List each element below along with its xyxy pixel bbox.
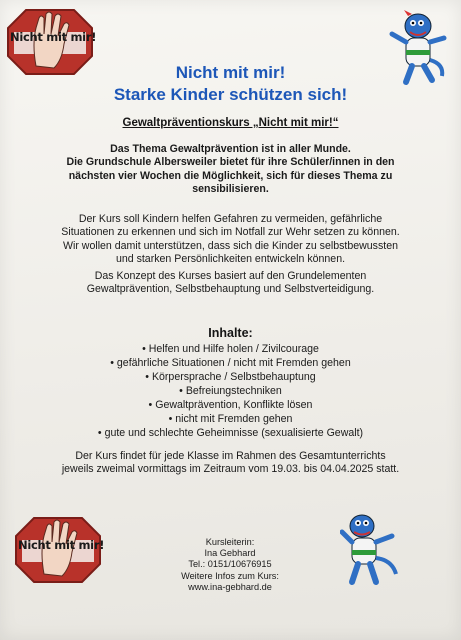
- purpose-line: und starken Persönlichkeiten entwickeln können.: [115, 253, 346, 266]
- contact-more-info: Weitere Infos zum Kurs:: [181, 570, 279, 581]
- contact-label: Kursleiterin:: [205, 537, 255, 547]
- page-subtitle: Starke Kinder schützen sich!: [113, 85, 348, 104]
- logo-text: Nicht mit mir!: [18, 538, 105, 552]
- list-item: • Gewaltprävention, Konflikte lösen: [148, 399, 313, 411]
- purpose-line: Situationen zu erkennen und sich im Notfall zur Wehr setzen zu können.: [61, 226, 400, 239]
- purpose-paragraph: [30, 213, 431, 267]
- concept-paragraph: [30, 270, 431, 297]
- purpose-line: Wir wollen damit unterstützen, dass sich die Kinder zu selbstbewussten: [62, 239, 399, 252]
- list-item: • Befreiungstechniken: [179, 385, 282, 397]
- list-item: • nicht mit Fremden gehen: [168, 413, 293, 425]
- intro-line: Das Thema Gewaltprävention ist in aller Munde.: [110, 143, 351, 155]
- list-item: • Körpersprache / Selbstbehauptung: [145, 371, 316, 383]
- intro-line: sensibilisieren.: [192, 183, 269, 196]
- schedule-paragraph: [30, 450, 431, 477]
- page-title: Nicht mit mir!: [175, 63, 286, 82]
- intro-paragraph: [30, 143, 431, 197]
- schedule-line: Der Kurs findet für jede Klasse im Rahmen des Gesamtunterrichts: [75, 450, 386, 462]
- concept-line: Gewaltprävention, Selbstbehauptung und Selbstverteidigung.: [86, 283, 375, 296]
- intro-line: nächsten vier Wochen die Möglichkeit, sich für dieses Thema zu: [68, 169, 393, 182]
- contact-phone: Tel.: 0151/10676915: [188, 559, 272, 570]
- concept-line: Das Konzept des Kurses basiert auf den Grundelementen: [94, 270, 367, 282]
- list-item: • gute und schlechte Geheimnisse (sexualisierte Gewalt): [97, 427, 364, 439]
- contact-website: www.ina-gebhard.de: [188, 581, 272, 592]
- list-item: • gefährliche Situationen / nicht mit Fremden gehen: [110, 357, 351, 369]
- contact-name: Ina Gebhard: [204, 548, 256, 559]
- intro-line: Die Grundschule Albersweiler bietet für ihre Schüler/innen in den: [66, 156, 395, 169]
- contact-block: [150, 537, 310, 593]
- logo-text: Nicht mit mir!: [10, 30, 97, 44]
- nicht-mit-mir-logo: [14, 512, 105, 586]
- schedule-line: jeweils zweimal vormittags im Zeitraum vom 19.03. bis 04.04.2025 statt.: [61, 463, 400, 476]
- list-item: • Helfen und Hilfe holen / Zivilcourage: [142, 343, 319, 355]
- dragon-mascot-icon: [340, 510, 400, 588]
- course-title: Gewaltpräventionskurs „Nicht mit mir!“: [122, 117, 339, 129]
- contents-heading: Inhalte:: [208, 326, 253, 340]
- contents-list: [0, 342, 461, 440]
- purpose-line: Der Kurs soll Kindern helfen Gefahren zu vermeiden, gefährliche: [78, 213, 383, 225]
